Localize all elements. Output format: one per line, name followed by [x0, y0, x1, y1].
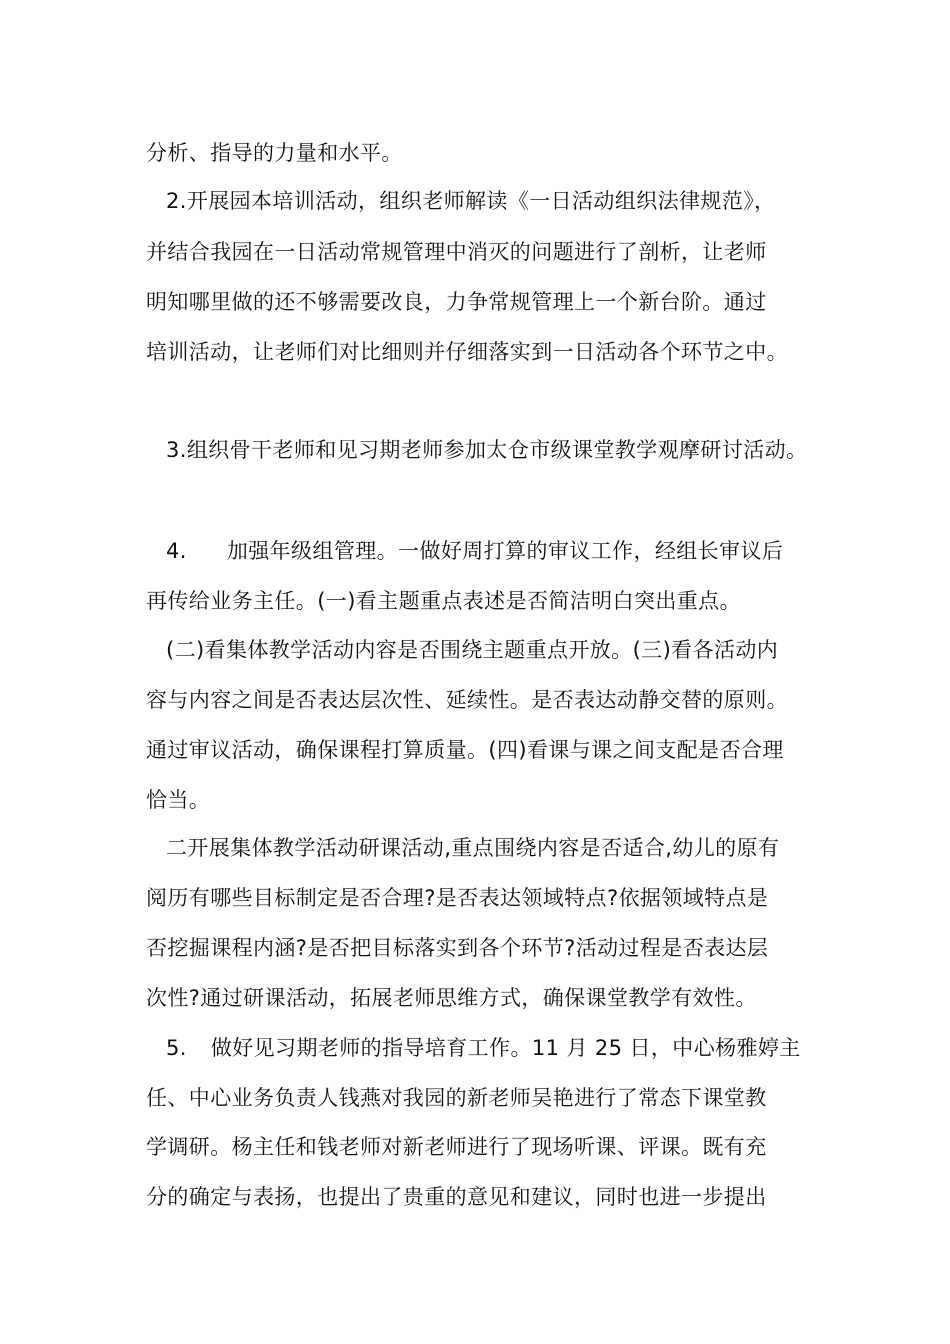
text-line: 通过审议活动，确保课程打算质量。(四)看课与课之间支配是否合理: [146, 738, 784, 762]
list-text: 做好见习期老师的指导培育工作。11 月 25 日，中心杨雅婷主: [210, 1036, 801, 1060]
text-line: [166, 1033, 801, 1063]
text-line: 3.组织骨干老师和见习期老师参加太仓市级课堂教学观摩研讨活动。: [166, 438, 808, 462]
list-number: 5.: [166, 1036, 187, 1060]
text-line: 次性?通过研课活动，拓展老师思维方式，确保课堂教学有效性。: [146, 986, 757, 1010]
text-line: [166, 536, 783, 566]
text-line: 阅历有哪些目标制定是否合理?是否表达领域特点?依据领域特点是: [146, 886, 769, 910]
text-line: 2.开展园本培训活动，组织老师解读《一日活动组织法律规范》，: [166, 189, 776, 213]
list-number: 4.: [166, 539, 187, 563]
text-line: 二开展集体教学活动研课活动,重点围绕内容是否适合,幼儿的原有: [166, 836, 780, 860]
text-line: 分的确定与表扬，也提出了贵重的意见和建议，同时也进一步提出: [146, 1185, 767, 1209]
text-line: 恰当。: [146, 788, 211, 812]
text-line: 学调研。杨主任和钱老师对新老师进行了现场听课、评课。既有充: [146, 1135, 767, 1159]
text-line: 否挖掘课程内涵?是否把目标落实到各个环节?活动过程是否表达层: [146, 936, 769, 960]
list-text: 加强年级组管理。一做好周打算的审议工作，经组长审议后: [226, 539, 784, 563]
text-line: (二)看集体教学活动内容是否围绕主题重点开放。(三)看各活动内: [166, 638, 779, 662]
text-line: 并结合我园在一日活动常规管理中消灭的问题进行了剖析，让老师: [146, 240, 767, 264]
text-line: 明知哪里做的还不够需要改良，力争常规管理上一个新台阶。通过: [146, 290, 767, 314]
text-line: 再传给业务主任。(一)看主题重点表述是否简洁明白突出重点。: [146, 589, 741, 613]
text-line: 培训活动，让老师们对比细则并仔细落实到一日活动各个环节之中。: [146, 340, 788, 364]
text-line: 任、中心业务负责人钱燕对我园的新老师吴艳进行了常态下课堂教: [146, 1086, 767, 1110]
text-line: 分析、指导的力量和水平。: [146, 141, 403, 165]
text-line: 容与内容之间是否表达层次性、延续性。是否表达动静交替的原则。: [146, 688, 788, 712]
